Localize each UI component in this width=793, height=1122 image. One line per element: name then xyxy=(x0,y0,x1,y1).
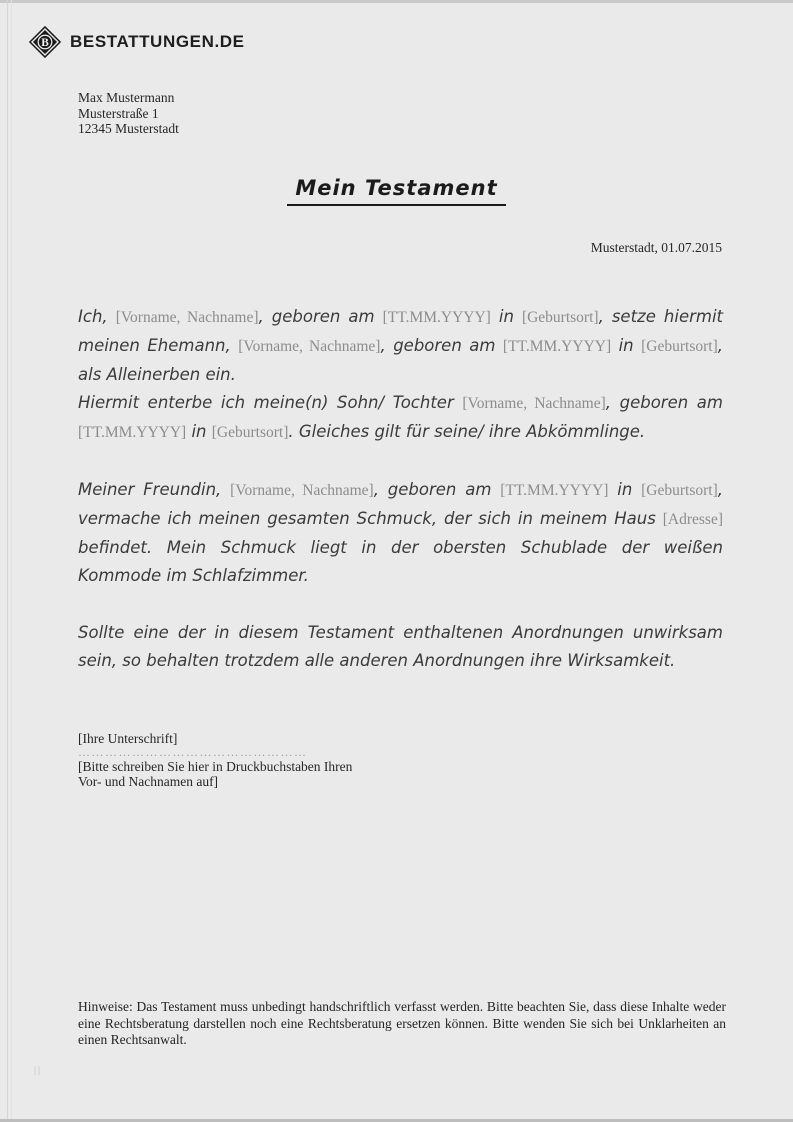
placeholder-field: [Geburtsort] xyxy=(521,309,599,326)
placeholder-field: [TT.MM.YYYY] xyxy=(502,338,612,355)
signature-block xyxy=(78,731,352,789)
handwritten-text-segment: , geboren am xyxy=(258,307,383,326)
paragraph-jewelry-bequest xyxy=(78,476,723,590)
handwritten-text-segment: Ich, xyxy=(78,307,116,326)
paragraph-sole-heir xyxy=(78,303,723,389)
brand-name: BESTATTUNGEN.DE xyxy=(70,32,245,51)
placeholder-field: [Vorname, Nachname] xyxy=(462,395,606,412)
handwritten-text-segment: Sollte eine der in diesem Testament enthaltenen Anordnungen unwirksam sein, so behalten trotzdem alle anderen Anordnungen ihre Wirksamkeit. xyxy=(78,623,723,670)
sender-address-block xyxy=(78,90,179,137)
handwritten-text-segment: , setze hiermit meinen Ehemann, xyxy=(78,307,724,355)
paragraph-disinheritance xyxy=(78,389,723,447)
sender-street: Musterstraße 1 xyxy=(78,105,159,121)
handwritten-text-segment: Hiermit enterbe ich meine(n) Sohn/ Tochter xyxy=(78,393,463,412)
handwritten-text-segment: in xyxy=(611,336,642,355)
page-left-edge-inner xyxy=(11,0,12,1122)
diamond-b-icon xyxy=(29,26,61,58)
handwritten-text-segment: in xyxy=(490,307,522,326)
paragraph-severability xyxy=(78,619,723,675)
testament-body xyxy=(78,303,723,675)
signature-instruction-line2: Vor- und Nachnamen auf] xyxy=(78,774,219,789)
signature-dotted-line: …………………………………………… xyxy=(78,745,308,759)
document-title: Mein Testament xyxy=(287,176,505,206)
placeholder-field: [TT.MM.YYYY] xyxy=(382,309,491,326)
faint-scan-artifact xyxy=(34,1066,44,1075)
page-top-border xyxy=(0,0,793,3)
placeholder-field: [Geburtsort] xyxy=(211,424,289,441)
handwritten-text-segment: in xyxy=(186,422,212,441)
document-title-row xyxy=(0,176,793,206)
signature-instruction-line1: [Bitte schreiben Sie hier in Druckbuchstaben Ihren xyxy=(78,759,353,774)
svg-text:B: B xyxy=(41,37,49,50)
handwritten-text-segment: in xyxy=(608,480,642,499)
placeholder-field: [Vorname, Nachname] xyxy=(115,309,259,326)
sender-name: Max Mustermann xyxy=(78,90,175,105)
placeholder-field: [TT.MM.YYYY] xyxy=(78,424,187,441)
signature-label: [Ihre Unterschrift] xyxy=(78,731,178,746)
handwritten-text-segment: , geboren am xyxy=(373,480,501,499)
placeholder-field: [Vorname, Nachname] xyxy=(230,482,374,499)
handwritten-text-segment: befindet. Mein Schmuck liegt in der obersten Schublade der weißen Kommode im Schlafzimmer. xyxy=(78,538,723,585)
handwritten-text-segment: , als Alleinerben ein. xyxy=(78,336,723,384)
handwritten-text-segment: Meiner Freundin, xyxy=(78,480,231,499)
brand-logo xyxy=(29,26,245,58)
handwritten-text-segment: . Gleiches gilt für seine/ ihre Abkömmlinge. xyxy=(288,422,646,441)
legal-disclaimer-note: Hinweise: Das Testament muss unbedingt handschriftlich verfasst werden. Bitte beachten Sie, dass diese Inhalte weder eine Rechtsberatung darstellen noch eine Rechtsberatung ersetzen können. Bitte wenden Sie sich bei Unklarheiten an einen Rechtsanwalt. xyxy=(78,999,726,1047)
sender-city: 12345 Musterstadt xyxy=(78,121,179,136)
placeholder-field: [Geburtsort] xyxy=(641,338,718,355)
page-left-edge xyxy=(7,0,8,1122)
handwritten-text-segment: , geboren am xyxy=(380,336,503,355)
place-date-line: Musterstadt, 01.07.2015 xyxy=(590,240,722,255)
handwritten-text-segment: , vermache ich meinen gesamten Schmuck, der sich in meinem Haus xyxy=(78,480,724,528)
placeholder-field: [Vorname, Nachname] xyxy=(238,338,381,355)
placeholder-field: [Geburtsort] xyxy=(641,482,718,499)
placeholder-field: [Adresse] xyxy=(662,511,723,528)
placeholder-field: [TT.MM.YYYY] xyxy=(500,482,609,499)
handwritten-text-segment: , geboren am xyxy=(605,393,723,412)
